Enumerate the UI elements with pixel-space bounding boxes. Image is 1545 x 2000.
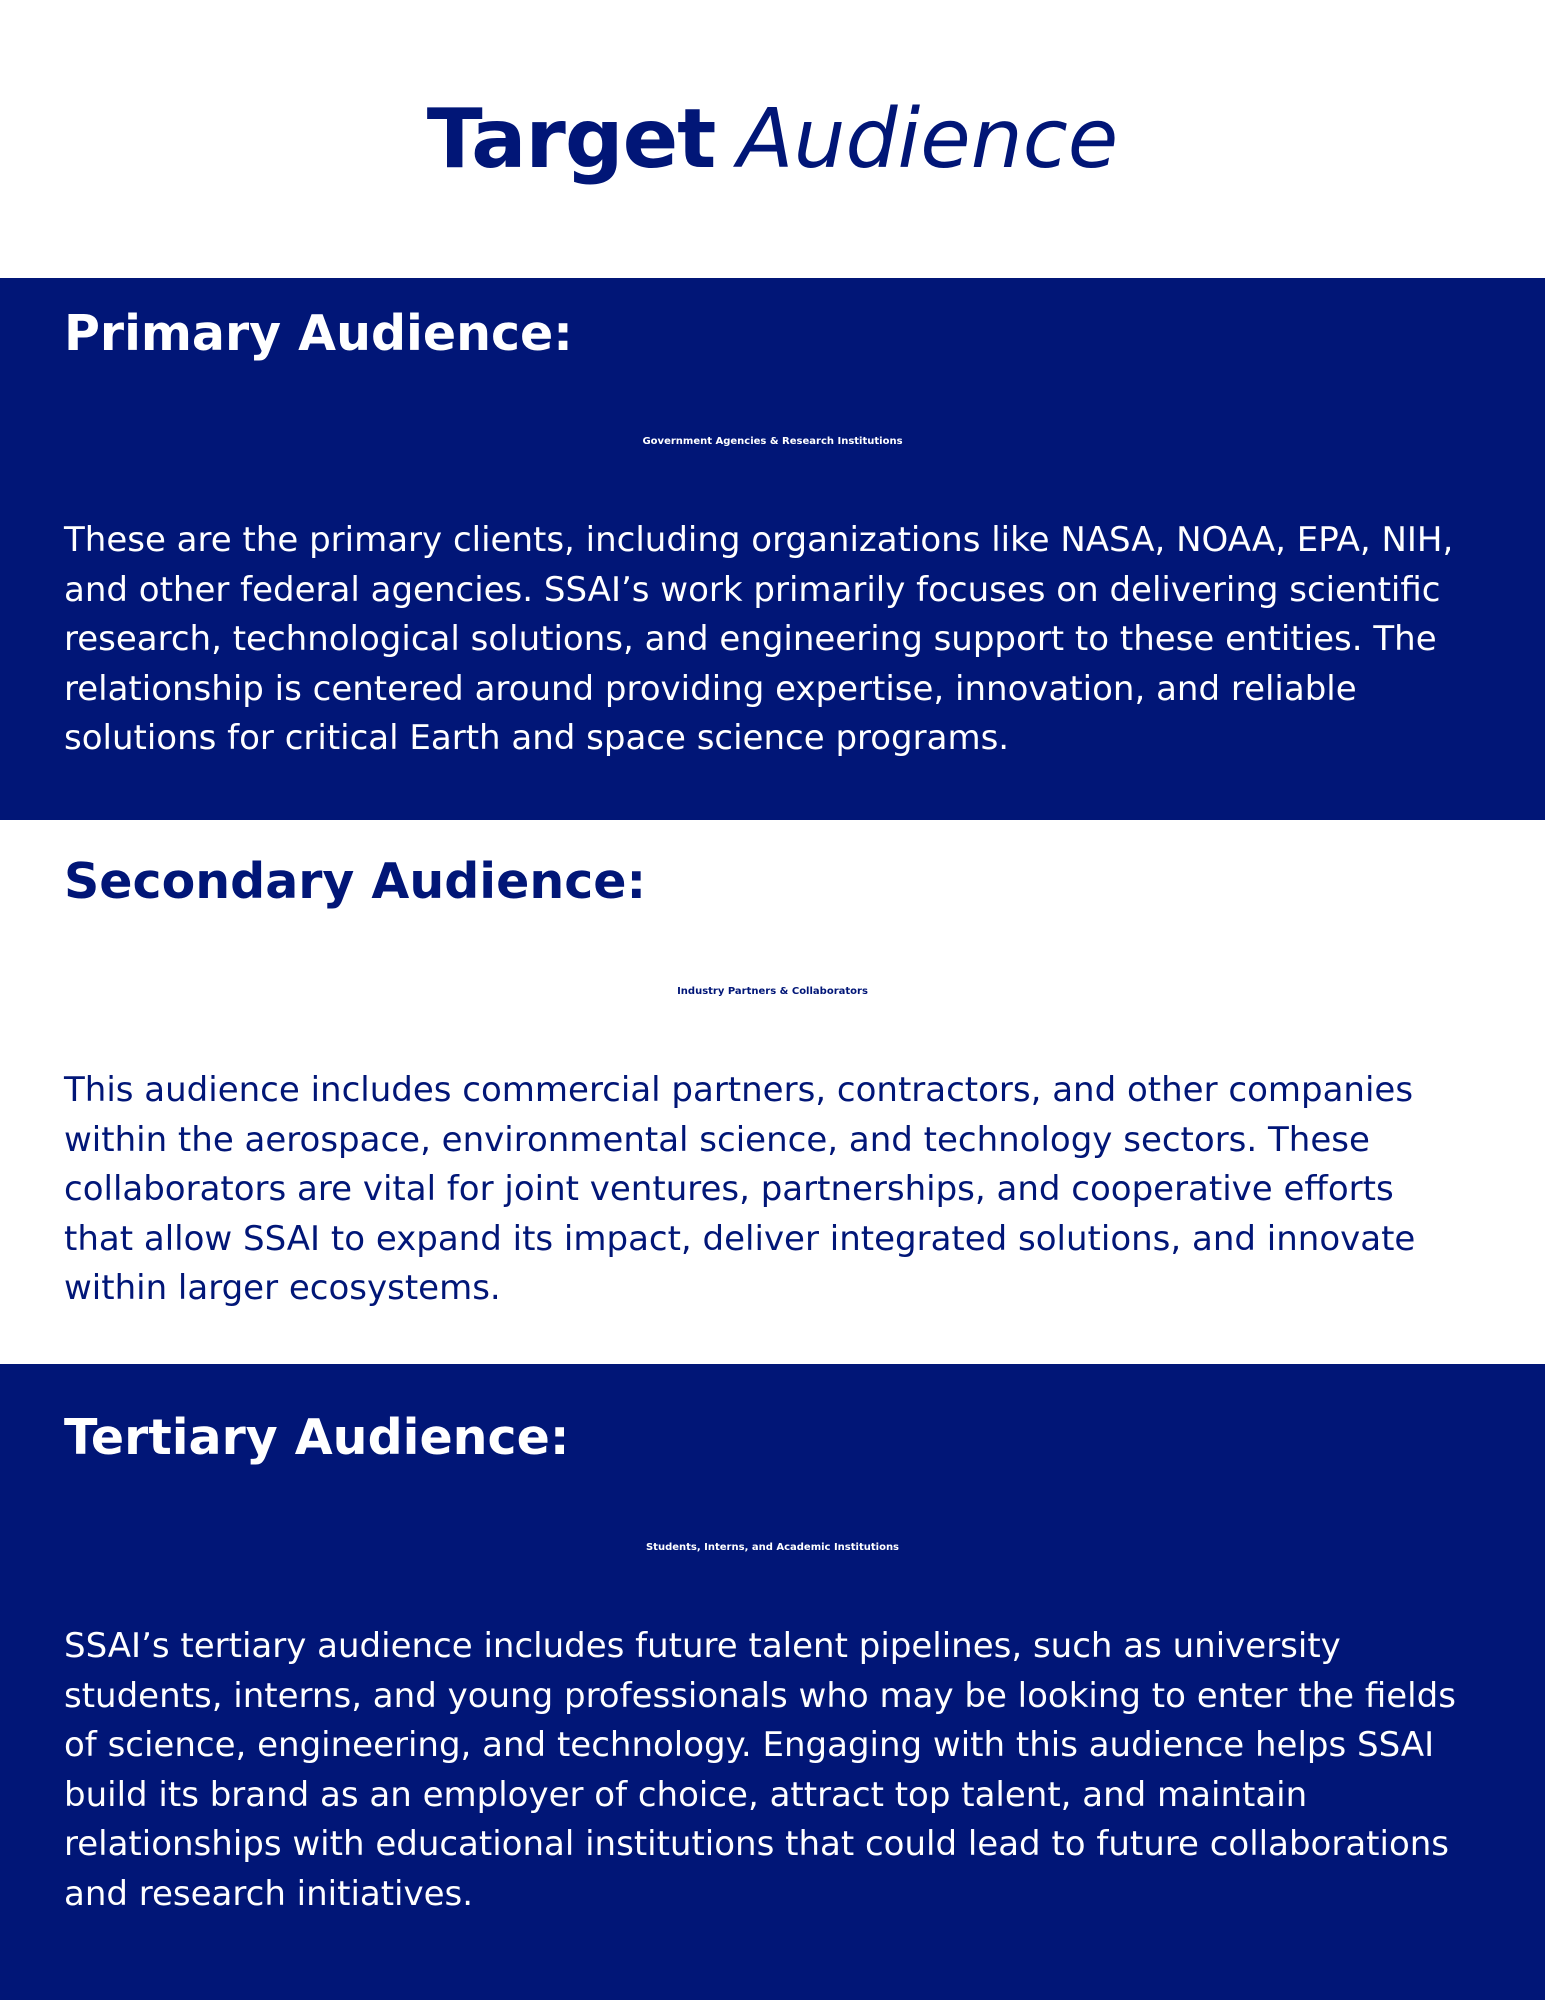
body-line: within larger ecosystems.	[64, 1268, 501, 1308]
page-title	[0, 84, 1545, 196]
body-line: SSAI’s tertiary audience includes future talent pipelines, such as university	[64, 1626, 1341, 1666]
body-line: solutions for critical Earth and space science programs.	[64, 718, 1010, 758]
body-line: and research initiatives.	[64, 1873, 474, 1914]
body-line: build its brand as an employer of choice, attract top talent, and maintain	[64, 1774, 1308, 1815]
body-line: relationship is centered around providing expertise, innovation, and reliable	[64, 668, 1357, 709]
section-subheading: Students, Interns, and Academic Institutions	[645, 1542, 900, 1553]
section-body	[64, 1066, 1504, 1314]
body-line: students, interns, and young professionals who may be looking to enter the fields	[64, 1675, 1456, 1716]
body-line: This audience includes commercial partners, contractors, and other companies	[64, 1070, 1414, 1110]
body-line: of science, engineering, and technology. Engaging with this audience helps SSAI	[64, 1725, 1435, 1765]
body-line: These are the primary clients, including organizations like NASA, NOAA, EPA, NIH,	[64, 520, 1454, 560]
section-subheading: Industry Partners & Collaborators	[677, 986, 868, 997]
section-body	[64, 1622, 1504, 1919]
secondary-audience-section	[0, 820, 1545, 1364]
body-line: and other federal agencies. SSAI’s work primarily focuses on delivering scientific	[64, 569, 1441, 610]
tertiary-audience-section	[0, 1364, 1545, 2000]
section-heading: Secondary Audience:	[64, 853, 647, 910]
section-body	[64, 516, 1504, 764]
section-heading: Primary Audience:	[64, 305, 573, 362]
body-line: relationships with educational institutions that could lead to future collaborations	[64, 1824, 1450, 1864]
body-line: within the aerospace, environmental science, and technology sectors. These	[64, 1119, 1370, 1160]
body-line: that allow SSAI to expand its impact, deliver integrated solutions, and innovate	[64, 1218, 1416, 1259]
page-title-bold: Target	[426, 92, 716, 187]
body-line: research, technological solutions, and engineering support to these entities. The	[64, 619, 1437, 659]
section-heading: Tertiary Audience:	[64, 1409, 570, 1466]
section-subheading: Government Agencies & Research Institutions	[642, 436, 903, 447]
page-title-light: Audience	[737, 92, 1119, 187]
primary-audience-section	[0, 278, 1545, 820]
body-line: collaborators are vital for joint ventures, partnerships, and cooperative efforts	[64, 1169, 1394, 1209]
